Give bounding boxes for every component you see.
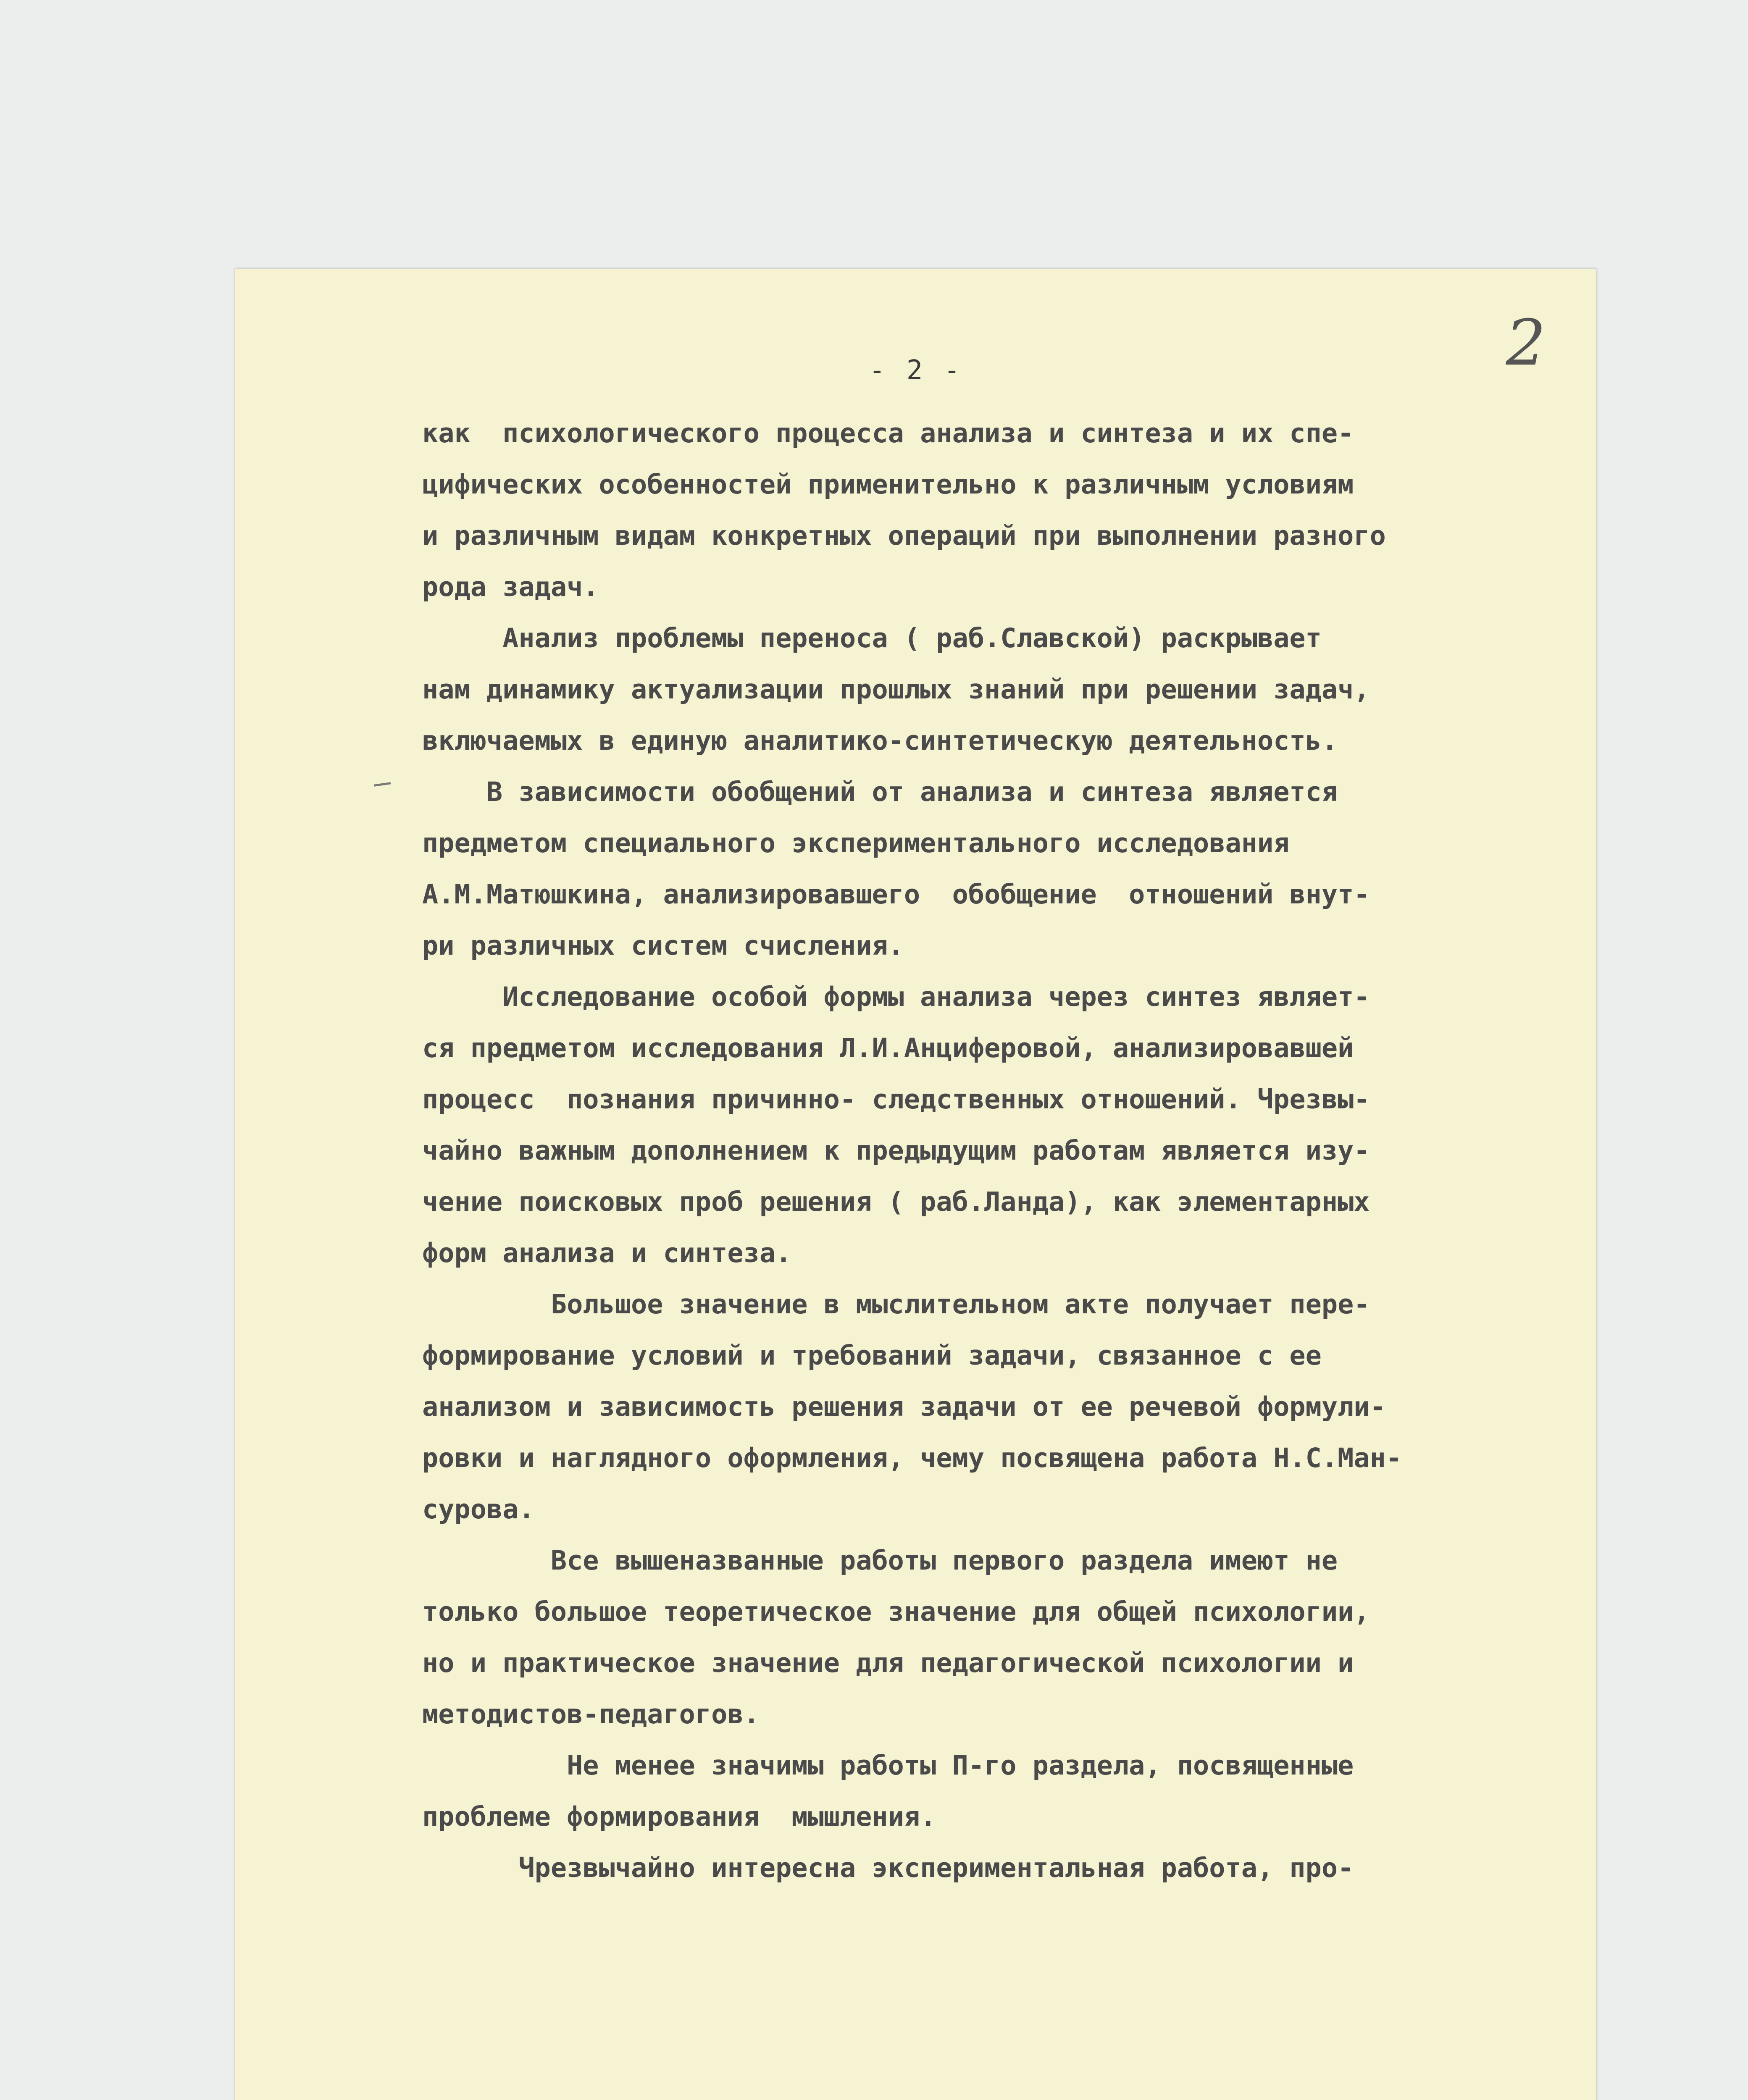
page-number: - 2 -: [869, 355, 963, 386]
text-line: А.М.Матюшкина, анализировавшего обобщение отношений внут-: [422, 879, 1370, 910]
text-line: ся предметом исследования Л.И.Анциферовой, анализировавшей: [422, 1032, 1354, 1063]
text-line: проблеме формирования мышления.: [422, 1801, 936, 1832]
text-line: цифических особенностей применительно к различным условиям: [422, 469, 1354, 500]
text-line: ри различных систем счисления.: [422, 930, 904, 961]
text-line: методистов-педагогов.: [422, 1698, 760, 1730]
text-line: форм анализа и синтеза.: [422, 1237, 792, 1268]
text-line: Не менее значимы работы П-го раздела, посвященные: [422, 1750, 1354, 1781]
text-line: Чрезвычайно интересна экспериментальная работа, про-: [422, 1852, 1354, 1883]
text-line: формирование условий и требований задачи, связанное с ее: [422, 1340, 1322, 1371]
text-line: нам динамику актуализации прошлых знаний при решении задач,: [422, 674, 1370, 705]
text-line: ровки и наглядного оформления, чему посвящена работа Н.С.Ман-: [422, 1442, 1402, 1473]
handwritten-page-number: 2: [1506, 307, 1546, 380]
text-line: предметом специального экспериментального исследования: [422, 827, 1290, 858]
text-line: но и практическое значение для педагогической психологии и: [422, 1647, 1354, 1678]
text-line: сурова.: [422, 1494, 535, 1525]
text-line: чение поисковых проб решения ( раб.Ланда), как элементарных: [422, 1186, 1370, 1217]
document-page: [235, 269, 1596, 2100]
text-line: включаемых в единую аналитико-синтетическую деятельность.: [422, 725, 1338, 756]
text-line: Все вышеназванные работы первого раздела имеют не: [422, 1545, 1338, 1576]
stray-ink-mark: [374, 782, 391, 787]
text-line: чайно важным дополнением к предыдущим работам является изу-: [422, 1135, 1370, 1166]
typewritten-body: [422, 407, 1573, 1893]
text-line: В зависимости обобщений от анализа и синтеза является: [422, 776, 1338, 807]
text-line: Исследование особой формы анализа через синтез являет-: [422, 981, 1370, 1012]
text-line: и различным видам конкретных операций при выполнении разного: [422, 520, 1386, 551]
text-line: рода задач.: [422, 571, 599, 602]
text-line: процесс познания причинно- следственных отношений. Чрезвы-: [422, 1084, 1370, 1115]
text-line: как психологического процесса анализа и синтеза и их спе-: [422, 417, 1354, 449]
text-line: Анализ проблемы переноса ( раб.Славской) раскрывает: [422, 622, 1322, 654]
text-line: только большое теоретическое значение для общей психологии,: [422, 1596, 1370, 1627]
text-line: Большое значение в мыслительном акте получает пере-: [422, 1289, 1370, 1320]
text-line: анализом и зависимость решения задачи от ее речевой формули-: [422, 1391, 1386, 1422]
